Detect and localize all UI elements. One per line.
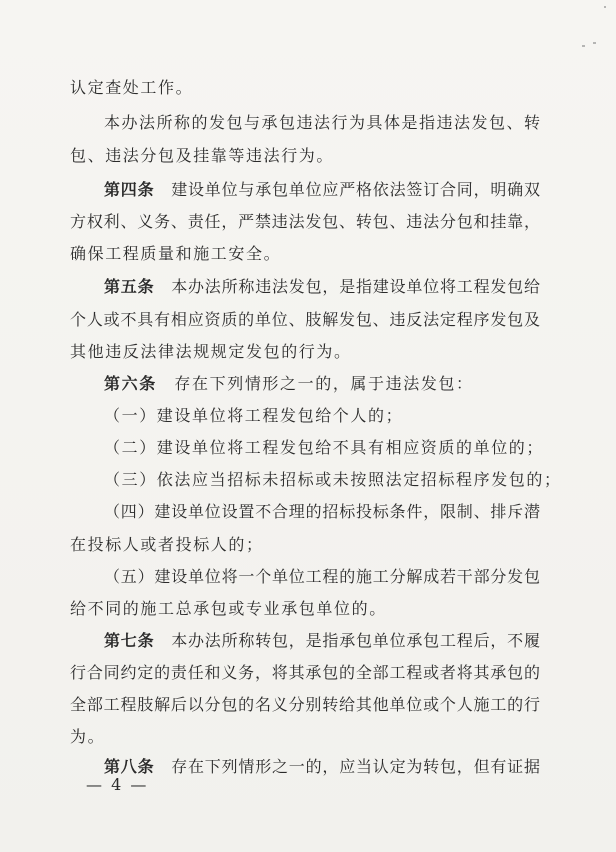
article-first-line [104, 631, 540, 651]
list-item-continuation: 在投标人或者投标人的； [70, 535, 264, 554]
paragraph-line: 本办法所称的发包与承包违法行为具体是指违法发包、转 [104, 113, 540, 132]
page-number: — 4 — [86, 775, 149, 794]
article-heading: 第八条 [104, 757, 155, 776]
article-heading: 第六条 [104, 374, 157, 393]
paragraph-line: 个人或不具有相应资质的单位、肢解发包、违反法定程序发包及 [70, 310, 540, 329]
list-item: （五）建设单位将一个单位工程的施工分解成若干部分发包 [104, 567, 540, 586]
scan-speck [604, 6, 606, 8]
list-item-continuation: 给不同的施工总承包或专业承包单位的。 [70, 599, 387, 618]
article-first-line [104, 374, 540, 394]
paragraph-line: 确保工程质量和施工安全。 [70, 244, 282, 263]
article-first-line [104, 757, 540, 777]
article-text: 本办法所称转包，是指承包单位承包工程后，不履 [170, 631, 540, 650]
article-text: 本办法所称违法发包，是指建设单位将工程发包给 [170, 277, 540, 296]
paragraph-line: 行合同约定的责任和义务，将其承包的全部工程或者将其承包的 [70, 663, 540, 682]
article-first-line [104, 277, 540, 297]
article-heading: 第四条 [104, 180, 155, 199]
scan-speck [582, 45, 585, 47]
article-heading: 第七条 [104, 631, 155, 650]
article-text: 建设单位与承包单位应严格依法签订合同，明确双 [170, 180, 540, 199]
article-first-line [104, 180, 540, 200]
paragraph-line: 其他违反法律法规规定发包的行为。 [70, 342, 352, 361]
paragraph-line: 认定查处工作。 [70, 78, 194, 97]
list-item: （三）依法应当招标未招标或未按照法定招标程序发包的； [104, 470, 562, 489]
paragraph-line: 全部工程肢解后以分包的名义分别转给其他单位或个人施工的行 [70, 695, 540, 714]
article-text: 存在下列情形之一的，应当认定为转包，但有证据 [170, 757, 540, 776]
article-text: 存在下列情形之一的，属于违法发包： [174, 374, 474, 393]
article-heading: 第五条 [104, 277, 155, 296]
list-item: （一）建设单位将工程发包给个人的； [104, 406, 404, 425]
paragraph-line: 包、违法分包及挂靠等违法行为。 [70, 146, 335, 165]
scan-speck [593, 42, 596, 44]
paragraph-line: 方权利、义务、责任，严禁违法发包、转包、违法分包和挂靠， [70, 212, 540, 231]
list-item: （二）建设单位将工程发包给不具有相应资质的单位的； [104, 438, 545, 457]
list-item: （四）建设单位设置不合理的招标投标条件，限制、排斥潜 [104, 502, 540, 521]
paragraph-line: 为。 [70, 727, 106, 746]
